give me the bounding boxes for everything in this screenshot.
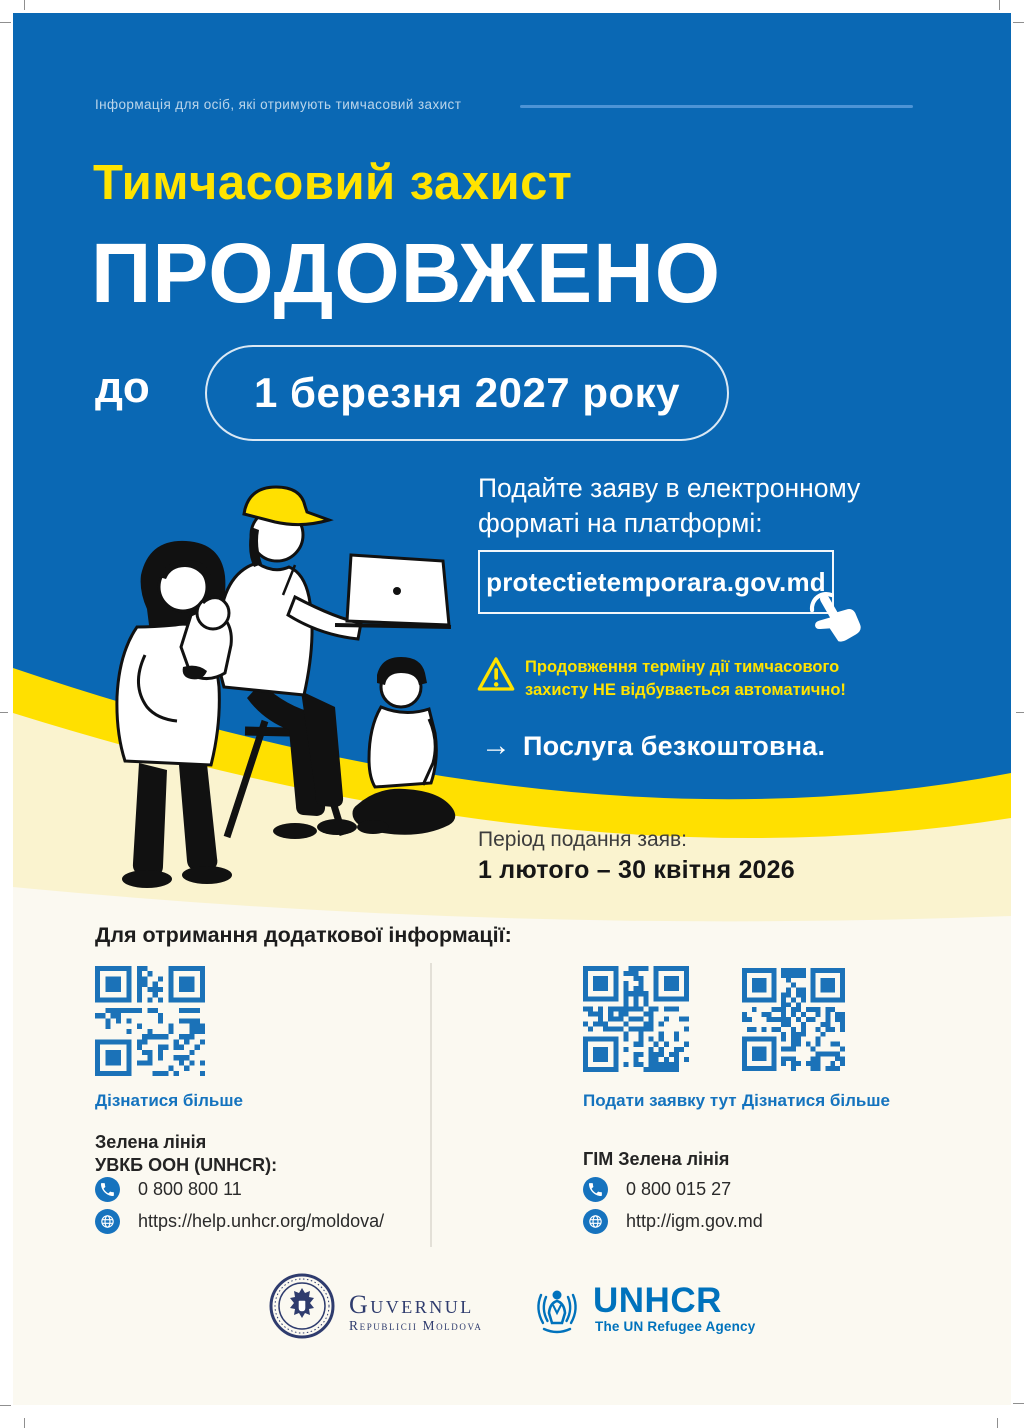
- qr-label-learn-more-igm: Дізнатися більше: [742, 1091, 890, 1110]
- unhcr-website-row: [95, 1209, 384, 1234]
- unhcr-phone-number: 0 800 800 11: [138, 1179, 242, 1199]
- crop-mark: [1013, 1403, 1024, 1404]
- igm-phone-row: [583, 1177, 731, 1202]
- period-label: Період подання заяв:: [478, 828, 688, 851]
- platform-url[interactable]: protectietemporara.gov.md: [486, 566, 826, 597]
- unhcr-tagline: The UN Refugee Agency: [595, 1319, 756, 1334]
- apply-intro: Подайте заяву в електронному форматі на платформі:: [478, 473, 861, 538]
- unhcr-phone-row: [95, 1177, 242, 1202]
- moldova-government-seal: [268, 1272, 336, 1340]
- igm-hotline-heading: ГІМ Зелена лінія: [583, 1149, 730, 1169]
- qr-label-apply-here: Подати заявку тут: [583, 1091, 737, 1110]
- phone-icon: [95, 1177, 120, 1202]
- crop-mark: [0, 22, 11, 23]
- unhcr-website-link[interactable]: https://help.unhcr.org/moldova/: [138, 1211, 385, 1231]
- warning-text: Продовження терміну дії тимчасового захисту НЕ відбувається автоматично!: [525, 658, 846, 700]
- crop-mark: [1013, 22, 1024, 23]
- arrow-icon: →: [481, 729, 511, 762]
- crop-mark: [24, 1418, 25, 1428]
- igm-website-link[interactable]: http://igm.gov.md: [626, 1211, 763, 1231]
- crop-mark: [1016, 712, 1024, 713]
- igm-phone-number: 0 800 015 27: [626, 1179, 732, 1199]
- header-divider-line: [520, 105, 913, 108]
- government-name: [349, 1291, 483, 1334]
- column-divider: [430, 963, 432, 1247]
- poster-title-line2: ПРОДОВЖЕНО: [91, 226, 722, 320]
- unhcr-emblem: [528, 1281, 586, 1339]
- period-value: 1 лютого – 30 квітня 2026: [478, 856, 795, 884]
- free-service-note: Послуга безкоштовна.: [523, 731, 826, 761]
- igm-website-row: [583, 1209, 763, 1234]
- crop-mark: [997, 1418, 998, 1428]
- until-date-pill: [205, 345, 729, 441]
- qr-code-learn-more-unhcr: [95, 966, 205, 1076]
- crop-mark: [0, 1405, 11, 1406]
- globe-icon: [583, 1209, 608, 1234]
- crop-mark: [0, 712, 8, 713]
- platform-url-link[interactable]: [478, 550, 834, 614]
- unhcr-hotline-heading: Зелена лінія УВКБ ООН (UNHCR):: [95, 1132, 278, 1176]
- click-hand-icon: [795, 583, 869, 657]
- poster: [13, 13, 1011, 1405]
- qr-code-apply-here: [583, 966, 689, 1072]
- government-name-line1: Guvernul: [349, 1290, 474, 1319]
- qr-code-learn-more-igm: [742, 968, 845, 1071]
- crop-mark: [999, 0, 1000, 10]
- crop-mark: [24, 0, 25, 10]
- poster-title-line1: Тимчасовий захист: [93, 156, 573, 210]
- until-label: до: [95, 363, 150, 412]
- eyebrow-text: Інформація для осіб, які отримують тимчасовий захист: [95, 97, 462, 112]
- info-heading: Для отримання додаткової інформації:: [95, 923, 512, 947]
- until-date: 1 березня 2027 року: [253, 369, 681, 416]
- warning-triangle-icon: [476, 655, 516, 693]
- globe-icon: [95, 1209, 120, 1234]
- qr-label-learn-more-unhcr: Дізнатися більше: [95, 1091, 243, 1110]
- phone-icon: [583, 1177, 608, 1202]
- unhcr-wordmark: UNHCR: [593, 1281, 722, 1320]
- government-name-line2: Republicii Moldova: [349, 1318, 483, 1334]
- family-illustration: [95, 475, 475, 890]
